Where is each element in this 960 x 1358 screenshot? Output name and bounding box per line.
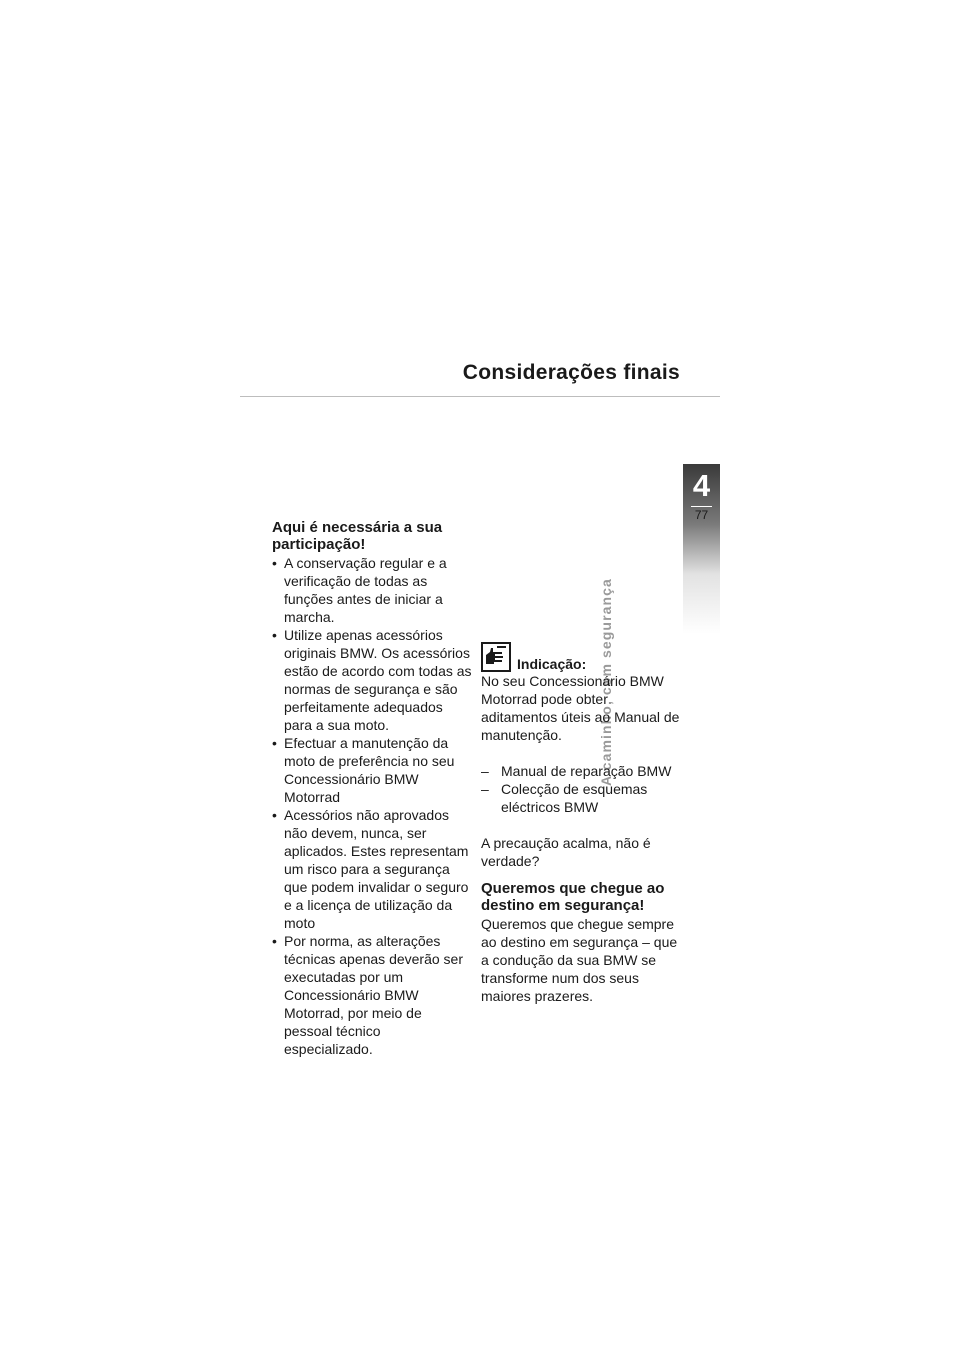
list-item: • A conservação regular e a verificação de todas as funções antes de iniciar a marcha. <box>272 554 472 626</box>
list-item: • Efectuar a manutenção da moto de preferência no seu Concessionário BMW Motorrad <box>272 734 472 806</box>
chapter-number: 4 <box>692 468 711 503</box>
title-divider <box>240 396 720 397</box>
list-item: – Colecção de esquemas eléctricos BMW <box>481 780 687 816</box>
list-item: • Acessórios não aprovados não devem, nunca, ser aplicados. Estes representam um risco para a segurança que podem invalidar o seguro e a licença de utilização da moto <box>272 806 472 932</box>
participation-heading: Aqui é necessária a sua participação! <box>272 519 443 553</box>
list-item: – Manual de reparação BMW <box>481 762 687 780</box>
final-text: Queremos que chegue sempre ao destino em segurança – que a condução da sua BMW se transforme num dos seus maiores prazeres. <box>481 916 678 1004</box>
chapter-tab <box>683 464 720 780</box>
note-header <box>481 640 687 672</box>
note-label: Indicação: <box>517 656 587 672</box>
chapter-label: A caminho, com segurança <box>598 578 615 786</box>
page-title: Considerações finais <box>462 361 680 384</box>
closing-question: A precaução acalma, não é verdade? <box>481 835 651 869</box>
list-item: • Utilize apenas acessórios originais BMW. Os acessórios estão de acordo com todas as normas de segurança e são perfeitamente adequados para a sua moto. <box>272 626 472 734</box>
dash-list <box>481 762 687 816</box>
note-text: No seu Concessionário BMW Motorrad pode obter aditamentos úteis ao Manual de manutenção. <box>481 673 680 743</box>
right-column <box>481 640 687 1005</box>
page-number: 77 <box>694 508 709 522</box>
bullet-list <box>272 554 472 1058</box>
list-item: • Por norma, as alterações técnicas apenas deverão ser executadas por um Concessionário BMW Motorrad, por meio de pessoal técnico especializado. <box>272 932 472 1058</box>
note-hand-icon <box>481 642 511 672</box>
destination-heading: Queremos que chegue ao destino em segurança! <box>481 880 665 914</box>
chapter-divider <box>691 506 712 507</box>
left-column <box>272 519 472 1058</box>
